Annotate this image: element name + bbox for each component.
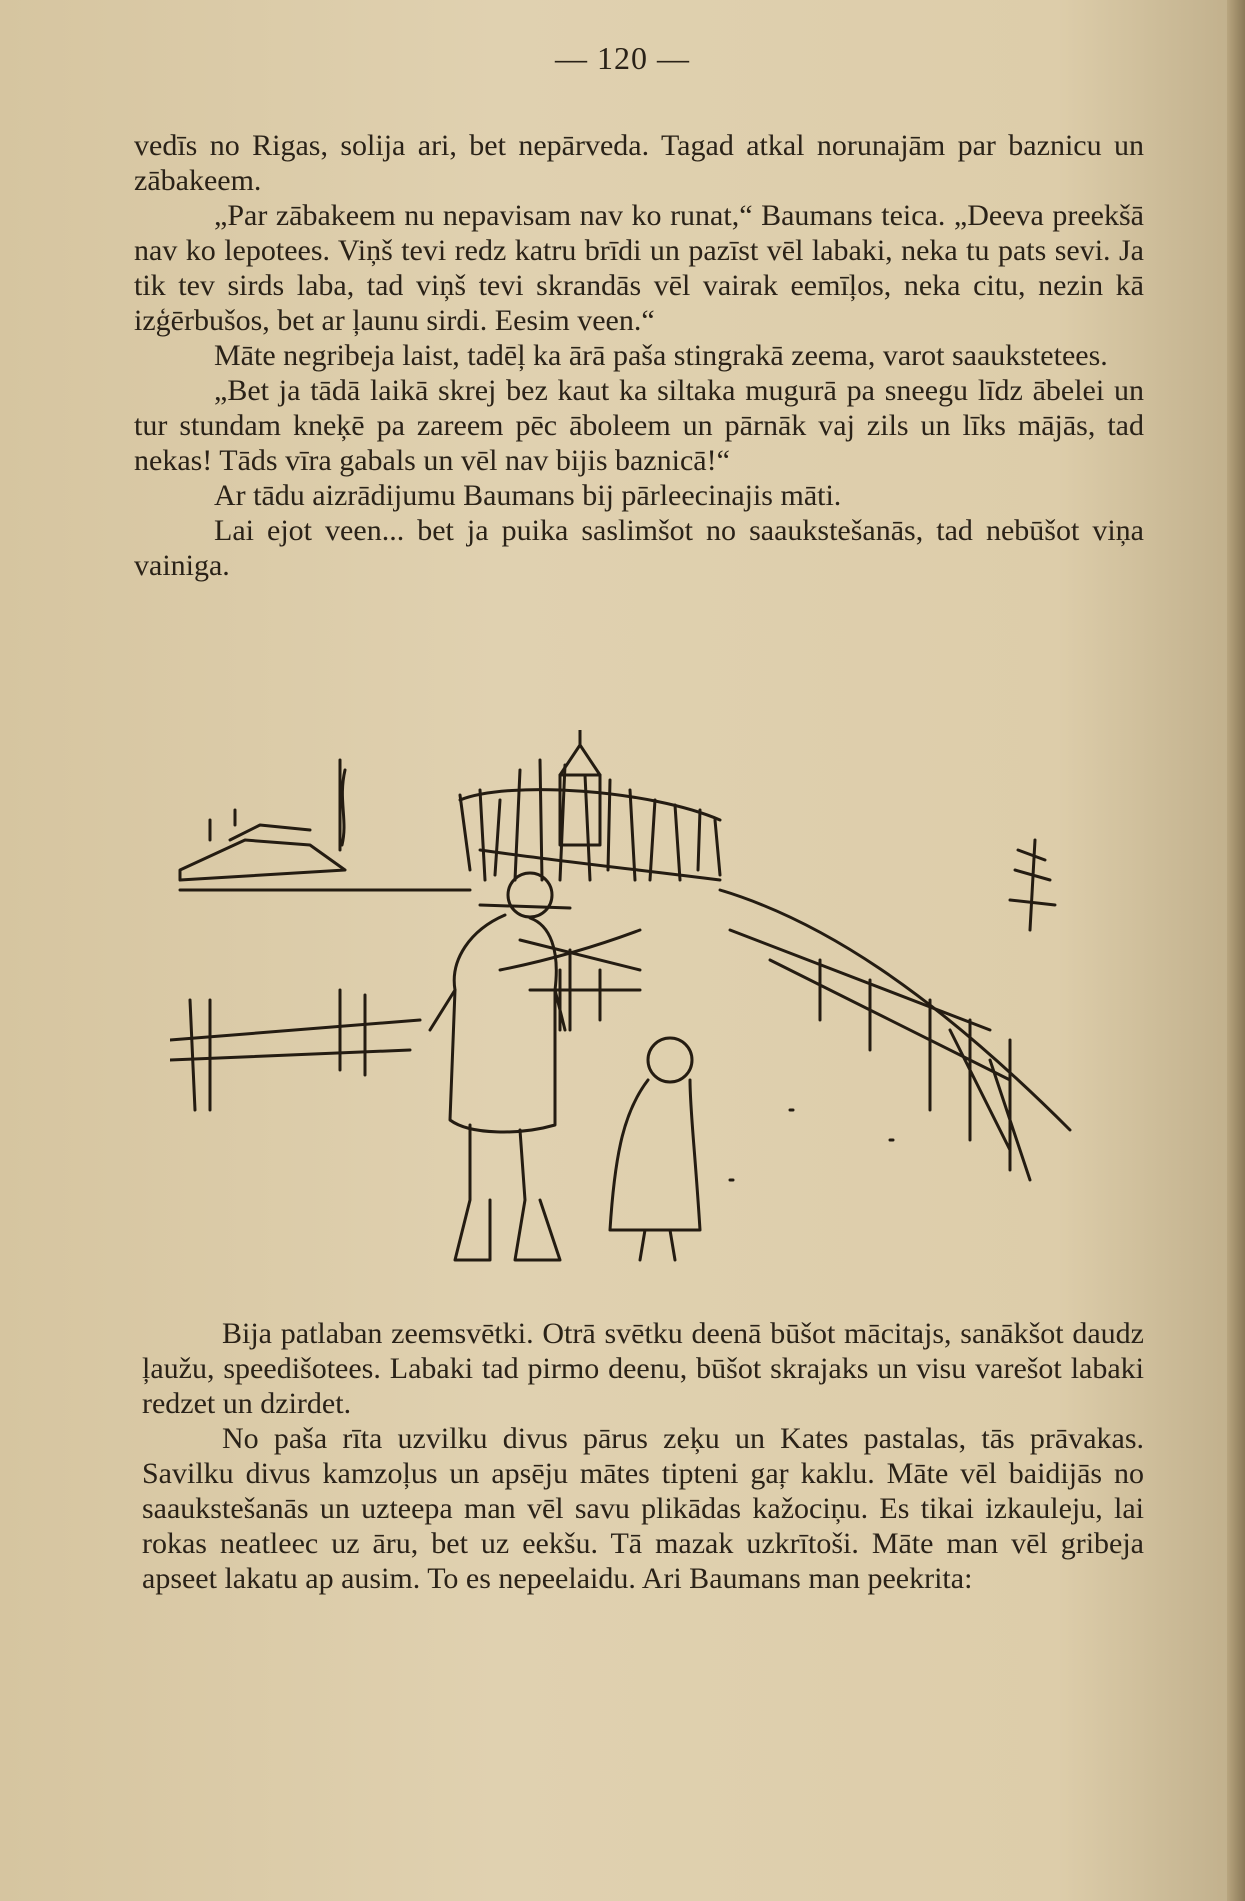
text-block-bottom: [142, 1316, 1144, 1596]
paragraph: „Bet ja tādā laikā skrej bez kaut ka siltaka mugurā pa sneegu līdz ābelei un tur stundam kneķē pa zareem pēc āboleem un pārnāk vaj zils un līks mājās, tad nekas! Tāds vīra gabals un vēl nav bijis baznicā!“: [134, 374, 1144, 477]
winter-illustration: [170, 730, 1090, 1290]
paragraph: Bija patlaban zeemsvētki. Otrā svētku deenā būšot mācitajs, sanākšot daudz ļaužu, speedišotees. Labaki tad pirmo deenu, būšot skrajaks un visu varešot labaki redzet un dzirdet.: [142, 1317, 1144, 1420]
paragraph: „Par zābakeem nu nepavisam nav ko runat,“ Baumans teica. „Deeva preekšā nav ko lepotees. Viņš tevi redz katru brīdi un pazīst vēl labaki, neka tu pats sevi. Ja tik tev sirds laba, tad viņš tevi skrandās vēl vairak eemīļos, neka citu, nezin kā izģērbušos, bet ar ļaunu sirdi. Eesim veen.“: [134, 199, 1144, 337]
paragraph: Lai ejot veen... bet ja puika saslimšot no saaukstešanās, tad nebūšot viņa vainiga.: [134, 514, 1144, 582]
illustration-drawing: [170, 730, 1090, 1290]
page-edge: [1227, 0, 1245, 1901]
paragraph: Māte negribeja laist, tadēļ ka ārā paša stingrakā zeema, varot saaukstetees.: [214, 339, 1108, 372]
text-block-top: [134, 128, 1144, 583]
paragraph: Ar tādu aizrādijumu Baumans bij pārleecinajis māti.: [214, 479, 842, 512]
page-number: — 120 —: [555, 40, 690, 76]
paragraph: vedīs no Rigas, solija ari, bet nepārveda. Tagad atkal norunajām par baznicu un zābakeem.: [134, 129, 1144, 197]
paragraph: No paša rīta uzvilku divus pārus zeķu un Kates pastalas, tās prāvakas. Savilku divus kamzoļus un apsēju mātes tipteni gaŗ kaklu. Māte vēl baidijās no saaukstešanās un uzteepa man vēl savu plikādas kažociņu. Es tikai izkauleju, lai rokas neatleec uz āru, bet uz eekšu. Tā mazak uzkrītoši. Māte man vēl gribeja apseet lakatu ap ausim. To es nepeelaidu. Ari Baumans man peekrita:: [142, 1422, 1144, 1595]
